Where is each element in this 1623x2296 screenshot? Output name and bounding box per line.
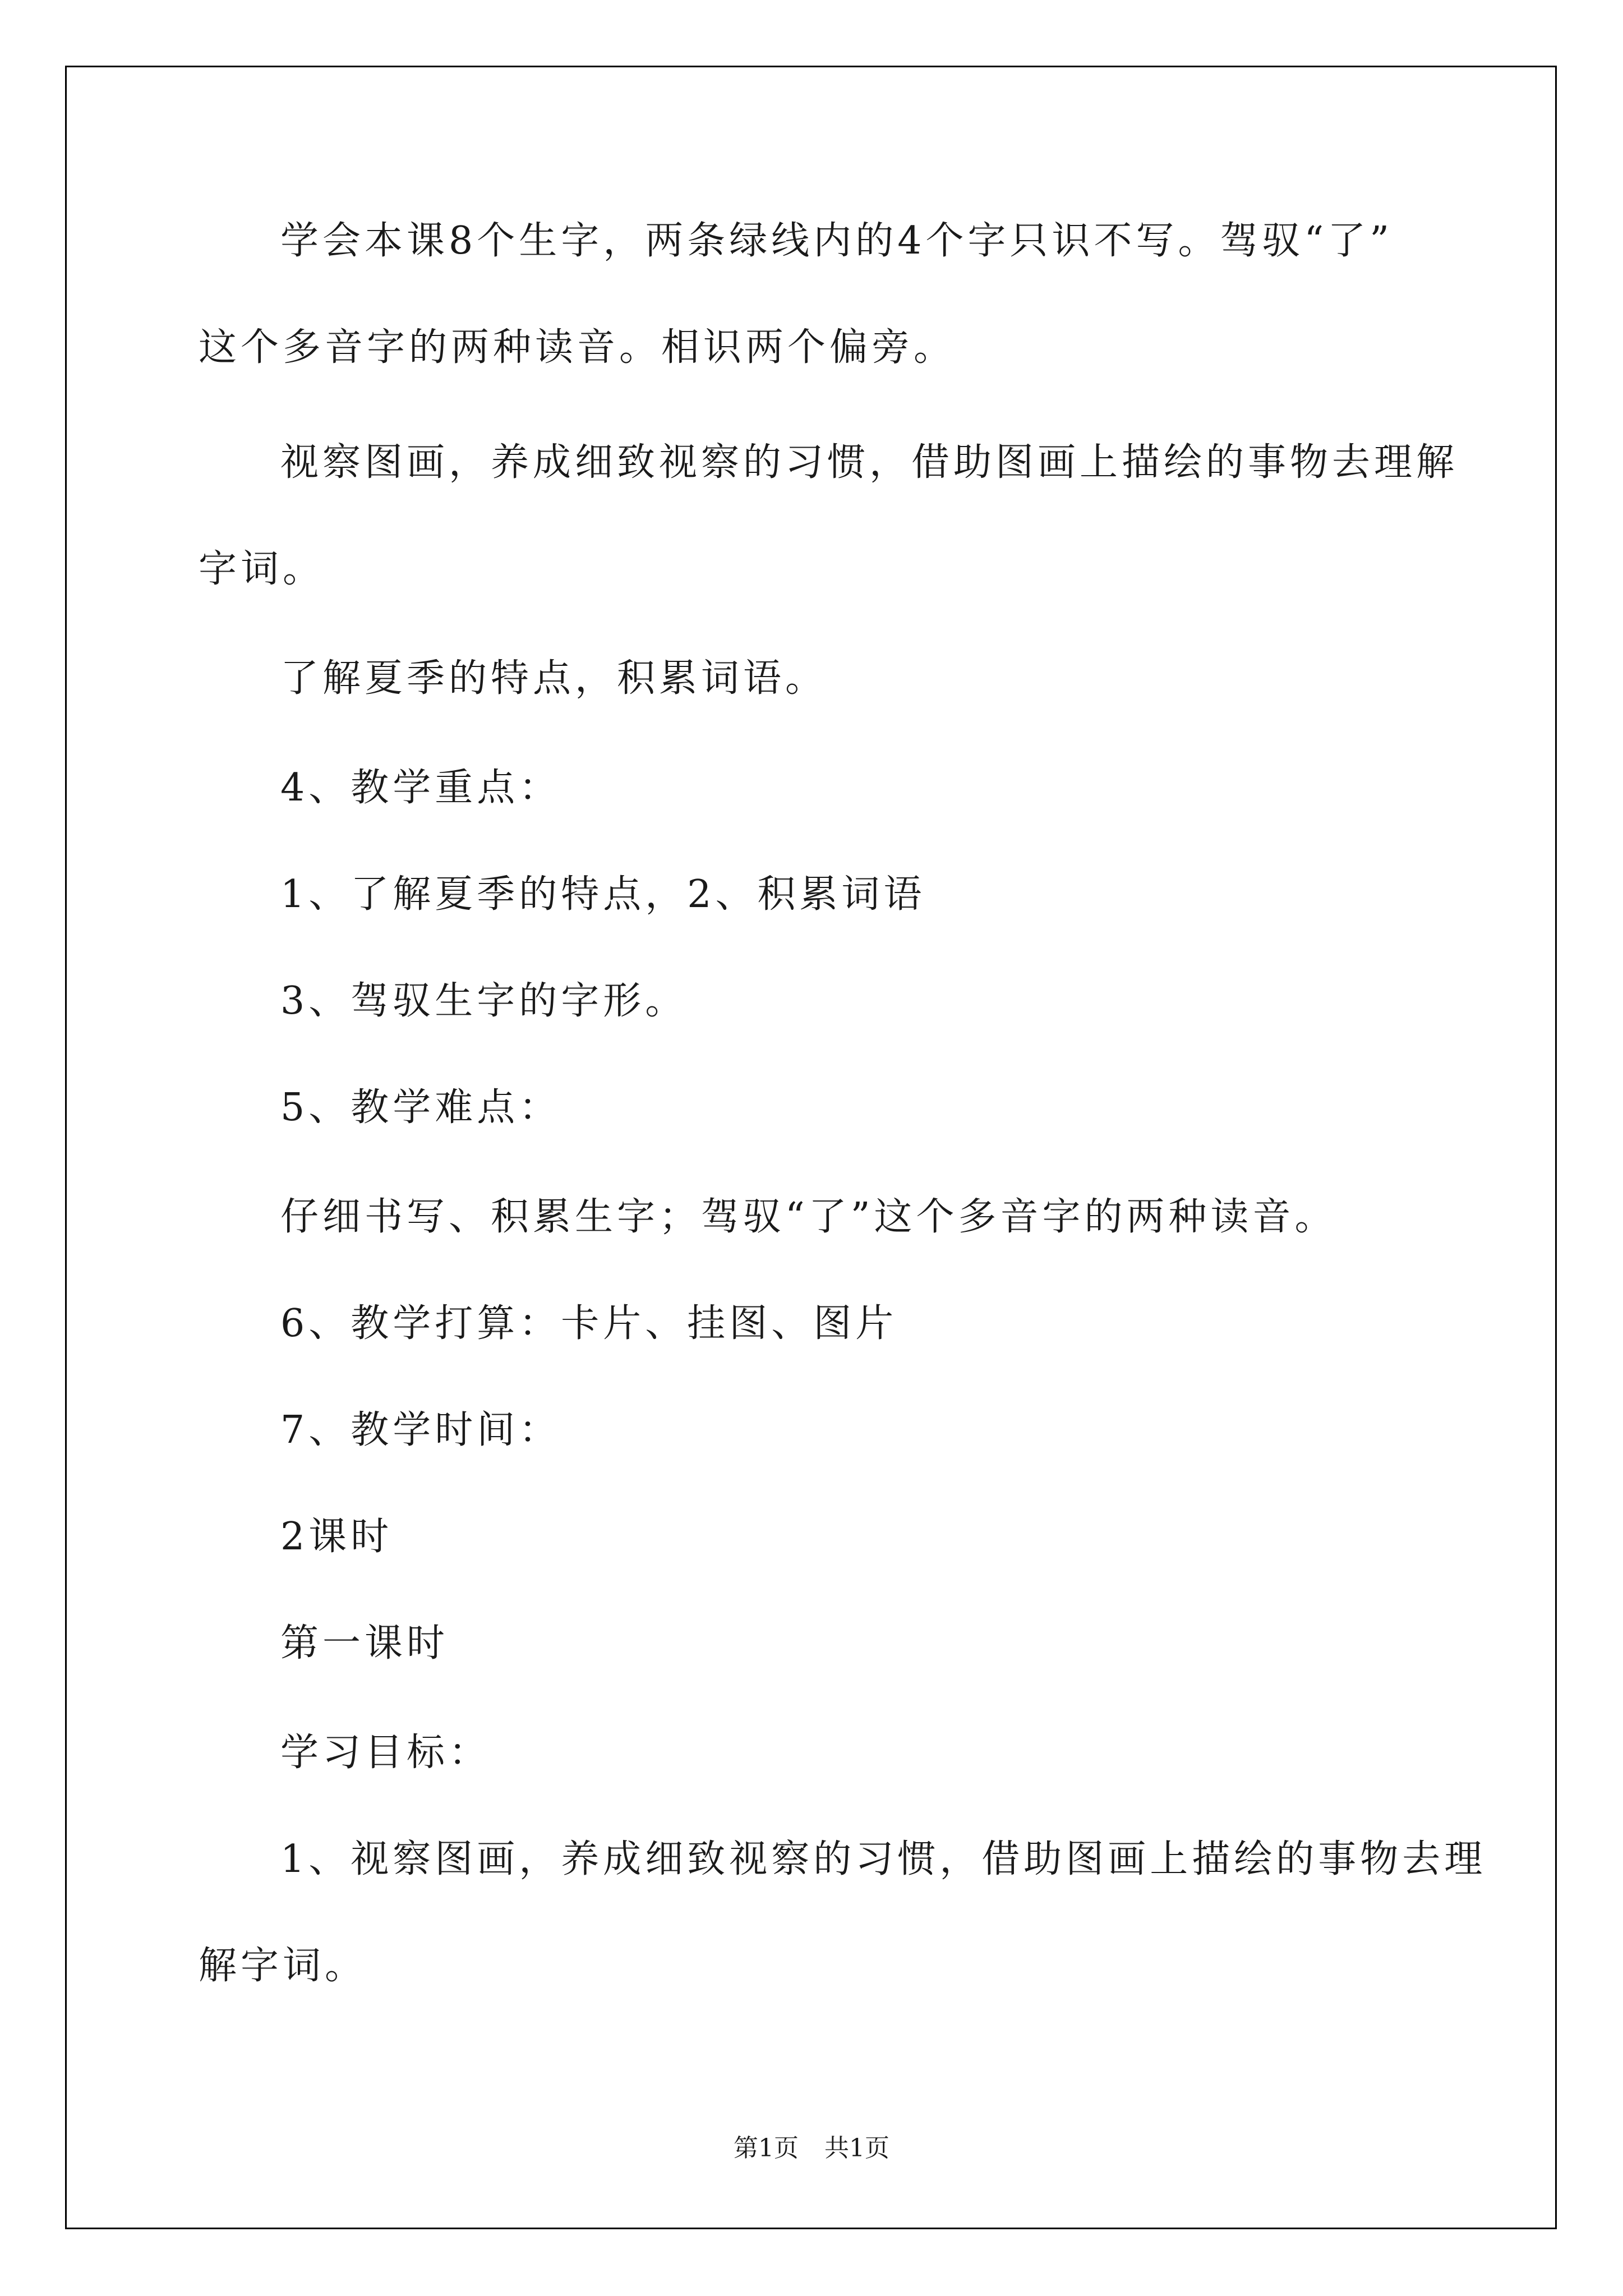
paragraph-line: 了解夏季的特点，积累词语。 xyxy=(280,656,828,701)
paragraph-line: 2课时 xyxy=(280,1515,393,1559)
page-footer xyxy=(0,2133,1623,2164)
page-border xyxy=(65,66,1557,2229)
paragraph-line: 字词。 xyxy=(199,547,325,591)
paragraph-line: 6、教学打算：卡片、挂图、图片 xyxy=(280,1301,898,1346)
section-heading: 第一课时 xyxy=(280,1621,449,1665)
section-heading: 7、教学时间： xyxy=(280,1408,561,1452)
paragraph-line: 学会本课8个生字，两条绿线内的4个字只识不写。驾驭“了” xyxy=(280,219,1394,263)
section-heading: 学习目标： xyxy=(280,1731,491,1775)
paragraph-line: 这个多音字的两种读音。相识两个偏旁。 xyxy=(199,325,956,370)
paragraph-line: 解字词。 xyxy=(199,1944,367,1988)
paragraph-line: 仔细书写、积累生字；驾驭“了”这个多音字的两种读音。 xyxy=(280,1195,1337,1239)
paragraph-line: 3、驾驭生字的字形。 xyxy=(280,979,688,1023)
paragraph-line: 1、视察图画，养成细致视察的习惯，借助图画上描绘的事物去理 xyxy=(280,1837,1487,1881)
paragraph-line: 1、了解夏季的特点，2、积累词语 xyxy=(280,872,926,917)
paragraph-line: 视察图画，养成细致视察的习惯，借助图画上描绘的事物去理解 xyxy=(280,440,1459,485)
page-total: 共1页 xyxy=(824,2134,889,2162)
section-heading: 5、教学难点： xyxy=(280,1085,561,1130)
page-number: 第1页 xyxy=(734,2134,799,2162)
section-heading: 4、教学重点： xyxy=(280,766,561,810)
